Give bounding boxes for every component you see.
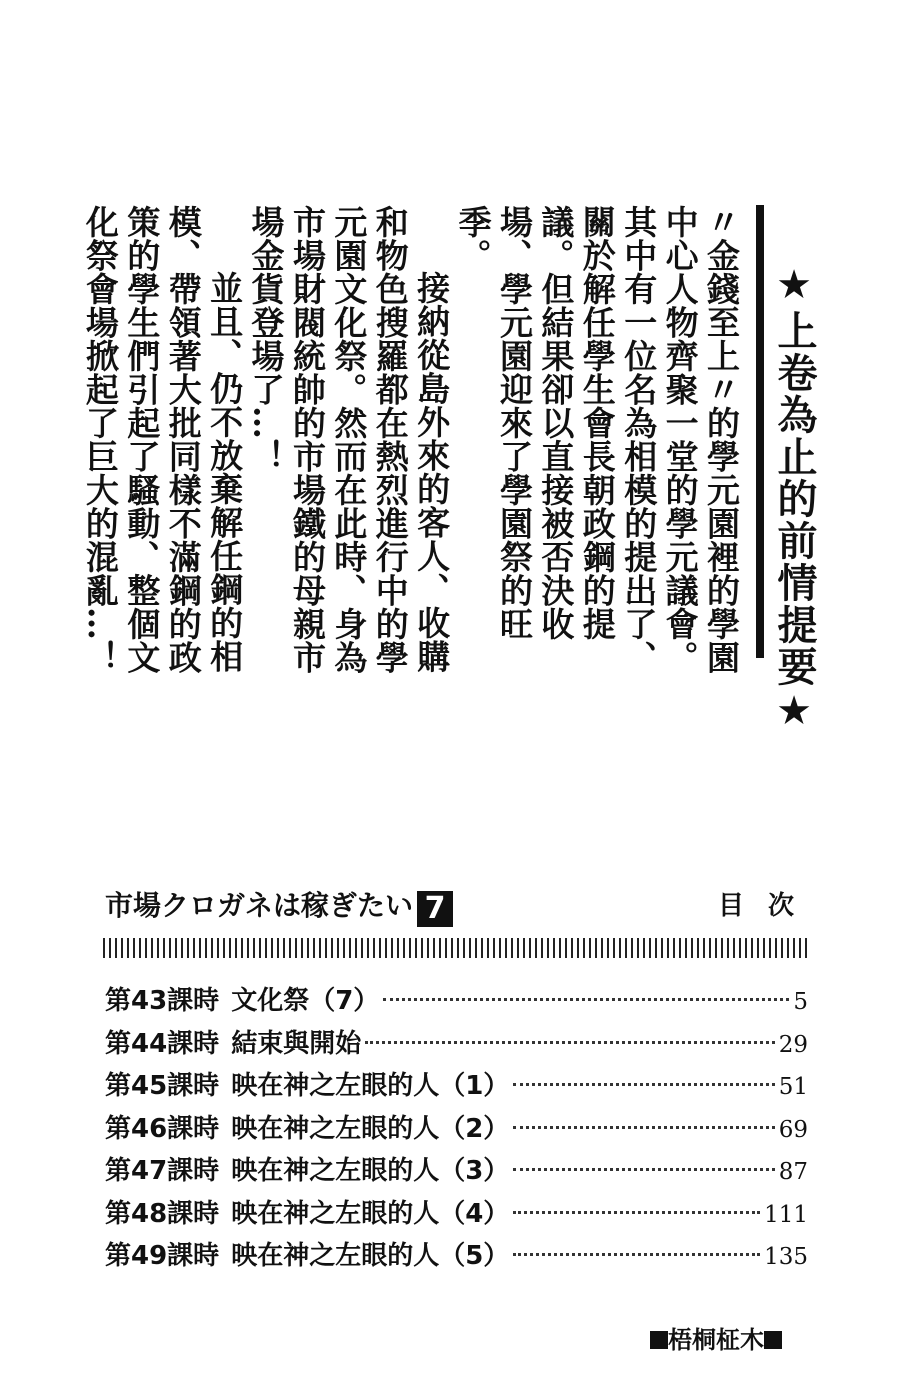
toc-leader-dots: [513, 1083, 774, 1086]
toc-page-number: 135: [764, 1244, 808, 1270]
toc-page-number: 5: [793, 989, 808, 1015]
toc-chapter-number: 第44課時: [105, 1028, 220, 1059]
toc-chapter-number: 第49課時: [105, 1241, 220, 1271]
toc-chapter-name: 映在神之左眼的人（2）: [231, 1113, 510, 1144]
toc-entry[interactable]: [105, 1023, 808, 1066]
toc-page-number: 69: [778, 1116, 808, 1143]
volume-badge: 7: [417, 891, 453, 927]
toc-chapter-number: 第43課時: [105, 986, 220, 1016]
toc-chapter-number: 第47課時: [105, 1156, 220, 1186]
toc-chapter-name: 文化祭（7）: [231, 986, 380, 1016]
toc-chapter-name: 結束與開始: [231, 1028, 362, 1059]
toc-entry[interactable]: [105, 980, 808, 1023]
toc-leader-dots: [513, 1168, 774, 1171]
book-title-text: 市場クロガネは稼ぎたい: [105, 889, 414, 922]
toc-chapter-number: 第45課時: [105, 1071, 220, 1101]
toc-page-number: 87: [778, 1159, 808, 1185]
toc-chapter-name: 映在神之左眼的人（3）: [231, 1156, 510, 1186]
toc-leader-dots: [513, 1211, 760, 1214]
toc-leader-dots: [365, 1041, 775, 1044]
toc-entry[interactable]: [105, 1150, 808, 1193]
toc-entry[interactable]: [105, 1235, 808, 1278]
recap-paragraph: 並且、仍不放棄解任鋼的相模、帶領著大批同樣不滿鋼的政策的學生們引起了騷動、整個文化祭會場掀起了巨大的混亂…！: [80, 205, 245, 674]
toc-entry[interactable]: [105, 1065, 808, 1108]
toc-leader-dots: [383, 998, 789, 1001]
toc-label: 目次: [718, 891, 819, 921]
toc-list: [105, 980, 808, 1278]
toc-leader-dots: [513, 1253, 760, 1256]
square-bullet-icon: [650, 1331, 668, 1349]
toc-chapter-name: 映在神之左眼的人（4）: [231, 1198, 510, 1229]
recap-paragraph: 〃金錢至上〃的學元園裡的學園中心人物齊聚一堂的學元議會。其中有一位名為相模的提出了、關於解任學生會長朝政鋼的提議。但結果卻以直接被否決收場、學元園迎來了學園祭的旺季。: [453, 205, 741, 674]
toc-chapter-name: 映在神之左眼的人（1）: [231, 1071, 510, 1101]
recap-title-rule: [756, 205, 764, 658]
toc-entry[interactable]: [105, 1193, 808, 1236]
decorative-ruler: [103, 938, 808, 958]
toc-page-number: 111: [764, 1201, 808, 1228]
toc-chapter-name: 映在神之左眼的人（5）: [231, 1241, 510, 1271]
recap-body: [80, 205, 743, 705]
toc-page-number: 51: [778, 1074, 808, 1100]
recap-title: ★上卷為止的前情提要★: [771, 262, 817, 736]
toc-chapter-number: 第48課時: [105, 1198, 220, 1229]
toc-chapter-number: 第46課時: [105, 1113, 220, 1144]
author-name: 梧桐柾木: [668, 1326, 764, 1354]
toc-leader-dots: [513, 1126, 774, 1129]
square-bullet-icon: [764, 1331, 782, 1349]
author-credit: [650, 1320, 782, 1355]
toc-page-number: 29: [778, 1031, 808, 1058]
recap-paragraph: 接納從島外來的客人、收購和物色搜羅都在熱烈進行中的學元園文化祭。然而在此時、身為市場財閥統帥的市場鐵的母親市場金貨登場了…！: [246, 205, 452, 674]
toc-entry[interactable]: [105, 1108, 808, 1151]
book-title: [105, 884, 453, 928]
